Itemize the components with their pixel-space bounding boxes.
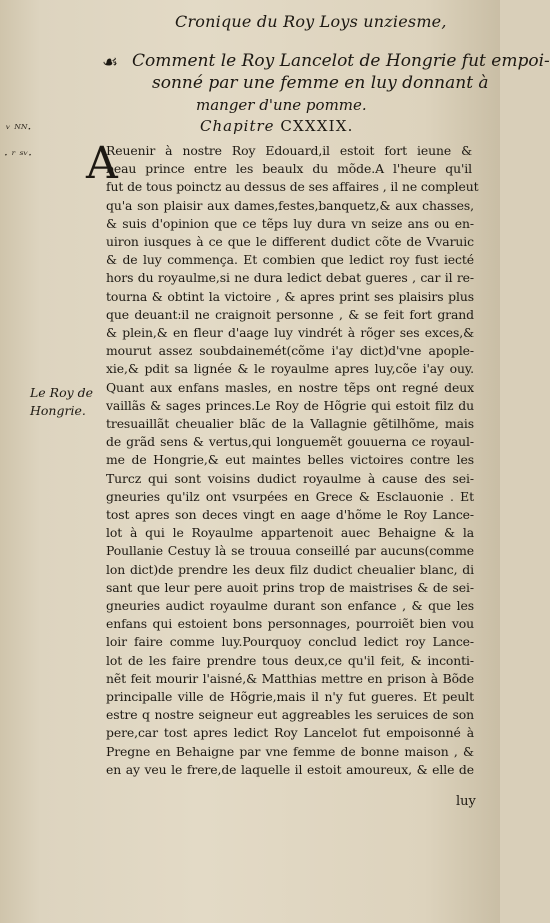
drop-cap: A (86, 138, 118, 189)
body-line: mourut assez soubdainemét(cõme i'ay dict)d'vne apople- (106, 343, 474, 359)
chapter-heading-line-2: sonné par une femme en luy donnant à (152, 73, 489, 93)
body-line: Quant aux enfans masles, en nostre tẽps ont regné deux (106, 379, 474, 395)
body-line: enfans qui estoient bons personnages, pourroiẽt bien vou (106, 616, 474, 632)
body-line: & suis d'opinion que ce tẽps luy dura vn seize ans ou en- (106, 215, 474, 231)
catchword: luy (456, 794, 476, 809)
chapter-number: CXXXIX. (280, 117, 354, 135)
body-line: uiron iusques à ce que le different dudict cõte de Vvaruic (106, 234, 474, 249)
body-line: gneuries audict royaulme durant son enfance , & que les (106, 598, 474, 613)
fleuron-ornament-icon: ☙ (102, 52, 119, 73)
body-line: gneuries qu'ilz ont vsurpées en Grece & Esclauonie . Et (106, 488, 474, 504)
body-line: me de Hongrie,& eut maintes belles victoires contre les (106, 452, 474, 468)
body-line: tresuaillãt cheualier blãc de la Vallagnie gẽtilhõme, mais (106, 416, 474, 431)
body-line: & de luy commença. Et combien que ledict roy fust iecté (106, 252, 474, 268)
margin-handwritten-mark: ᵛ ᴺᴺ· (6, 122, 32, 136)
chapter-label (200, 117, 354, 135)
body-line: lot à qui le Royaulme appartenoit auec Behaigne & la (106, 525, 474, 541)
chapter-heading-line-1: Comment le Roy Lancelot de Hongrie fut empoi- (132, 51, 550, 71)
body-line: qu'a son plaisir aux dames,festes,banquetz,& aux chasses, (106, 197, 474, 213)
body-line: sant que leur pere auoit prins trop de maistrises & de sei- (106, 579, 474, 595)
body-line: hors du royaulme,si ne dura ledict debat gueres , car il re- (106, 270, 474, 286)
body-line: lon dict)de prendre les deux filz dudict cheualier blanc, di (106, 561, 474, 577)
body-line: vaillãs & sages princes.Le Roy de Hõgrie qui estoit filz du (106, 397, 474, 413)
body-line: Reuenir à nostre Roy Edouard,il estoit fort ieune & (106, 143, 472, 158)
body-line: & plein,& en fleur d'aage luy vindrét à rõger ses exces,& (106, 325, 474, 340)
body-line: principalle ville de Hõgrie,mais il n'y fut gueres. Et peult (106, 689, 474, 704)
body-line: Poullanie Cestuy là se trouua conseillé par aucuns(comme (106, 543, 474, 559)
running-head: Cronique du Roy Loys unziesme, (175, 12, 447, 31)
margin-note-line-2: Hongrie. (30, 403, 86, 418)
body-line: fut de tous poinctz au dessus de ses affaires , il ne compleut (106, 179, 479, 195)
body-line: tost apres son deces vingt en aage d'hõme le Roy Lance- (106, 507, 474, 522)
body-line: estre q nostre seigneur eut aggreables les seruices de son (106, 707, 474, 723)
margin-note-line-1: Le Roy de (30, 385, 94, 400)
body-line: nẽt feit mourir l'aisné,& Matthias mettre en prison à Bõde (106, 670, 474, 686)
body-line: pere,car tost apres ledict Roy Lancelot fut empoisonné à (106, 725, 474, 741)
body-line: de grãd sens & vertus,qui longuemẽt gouuerna ce royaul- (106, 434, 474, 450)
margin-handwritten-mark: · ʳ ˢᵛ· (4, 148, 32, 162)
body-line: lot de les faire prendre tous deux,ce qu'il feit, & inconti- (106, 652, 474, 668)
body-line: xie,& pdit sa lignée & le royaulme apres luy,cõe i'ay ouy. (106, 361, 474, 377)
chapter-heading-line-3: manger d'une pomme. (196, 96, 367, 114)
chapter-word: Chapitre (200, 117, 275, 135)
body-line: loir faire comme luy.Pourquoy conclud ledict roy Lance- (106, 634, 474, 650)
body-line: que deuant:il ne craignoit personne , & se feit fort grand (106, 306, 474, 322)
body-line: Pregne en Behaigne par vne femme de bonne maison , & (106, 743, 474, 759)
body-line: en ay veu le frere,de laquelle il estoit amoureux, & elle de (106, 761, 474, 777)
body-line: beau prince entre les beaulx du mõde.A l'heure qu'il (106, 161, 472, 177)
body-line: Turcz qui sont voisins dudict royaulme à cause des sei- (106, 470, 474, 486)
body-line: tourna & obtint la victoire , & apres print ses plaisirs plus (106, 288, 474, 304)
